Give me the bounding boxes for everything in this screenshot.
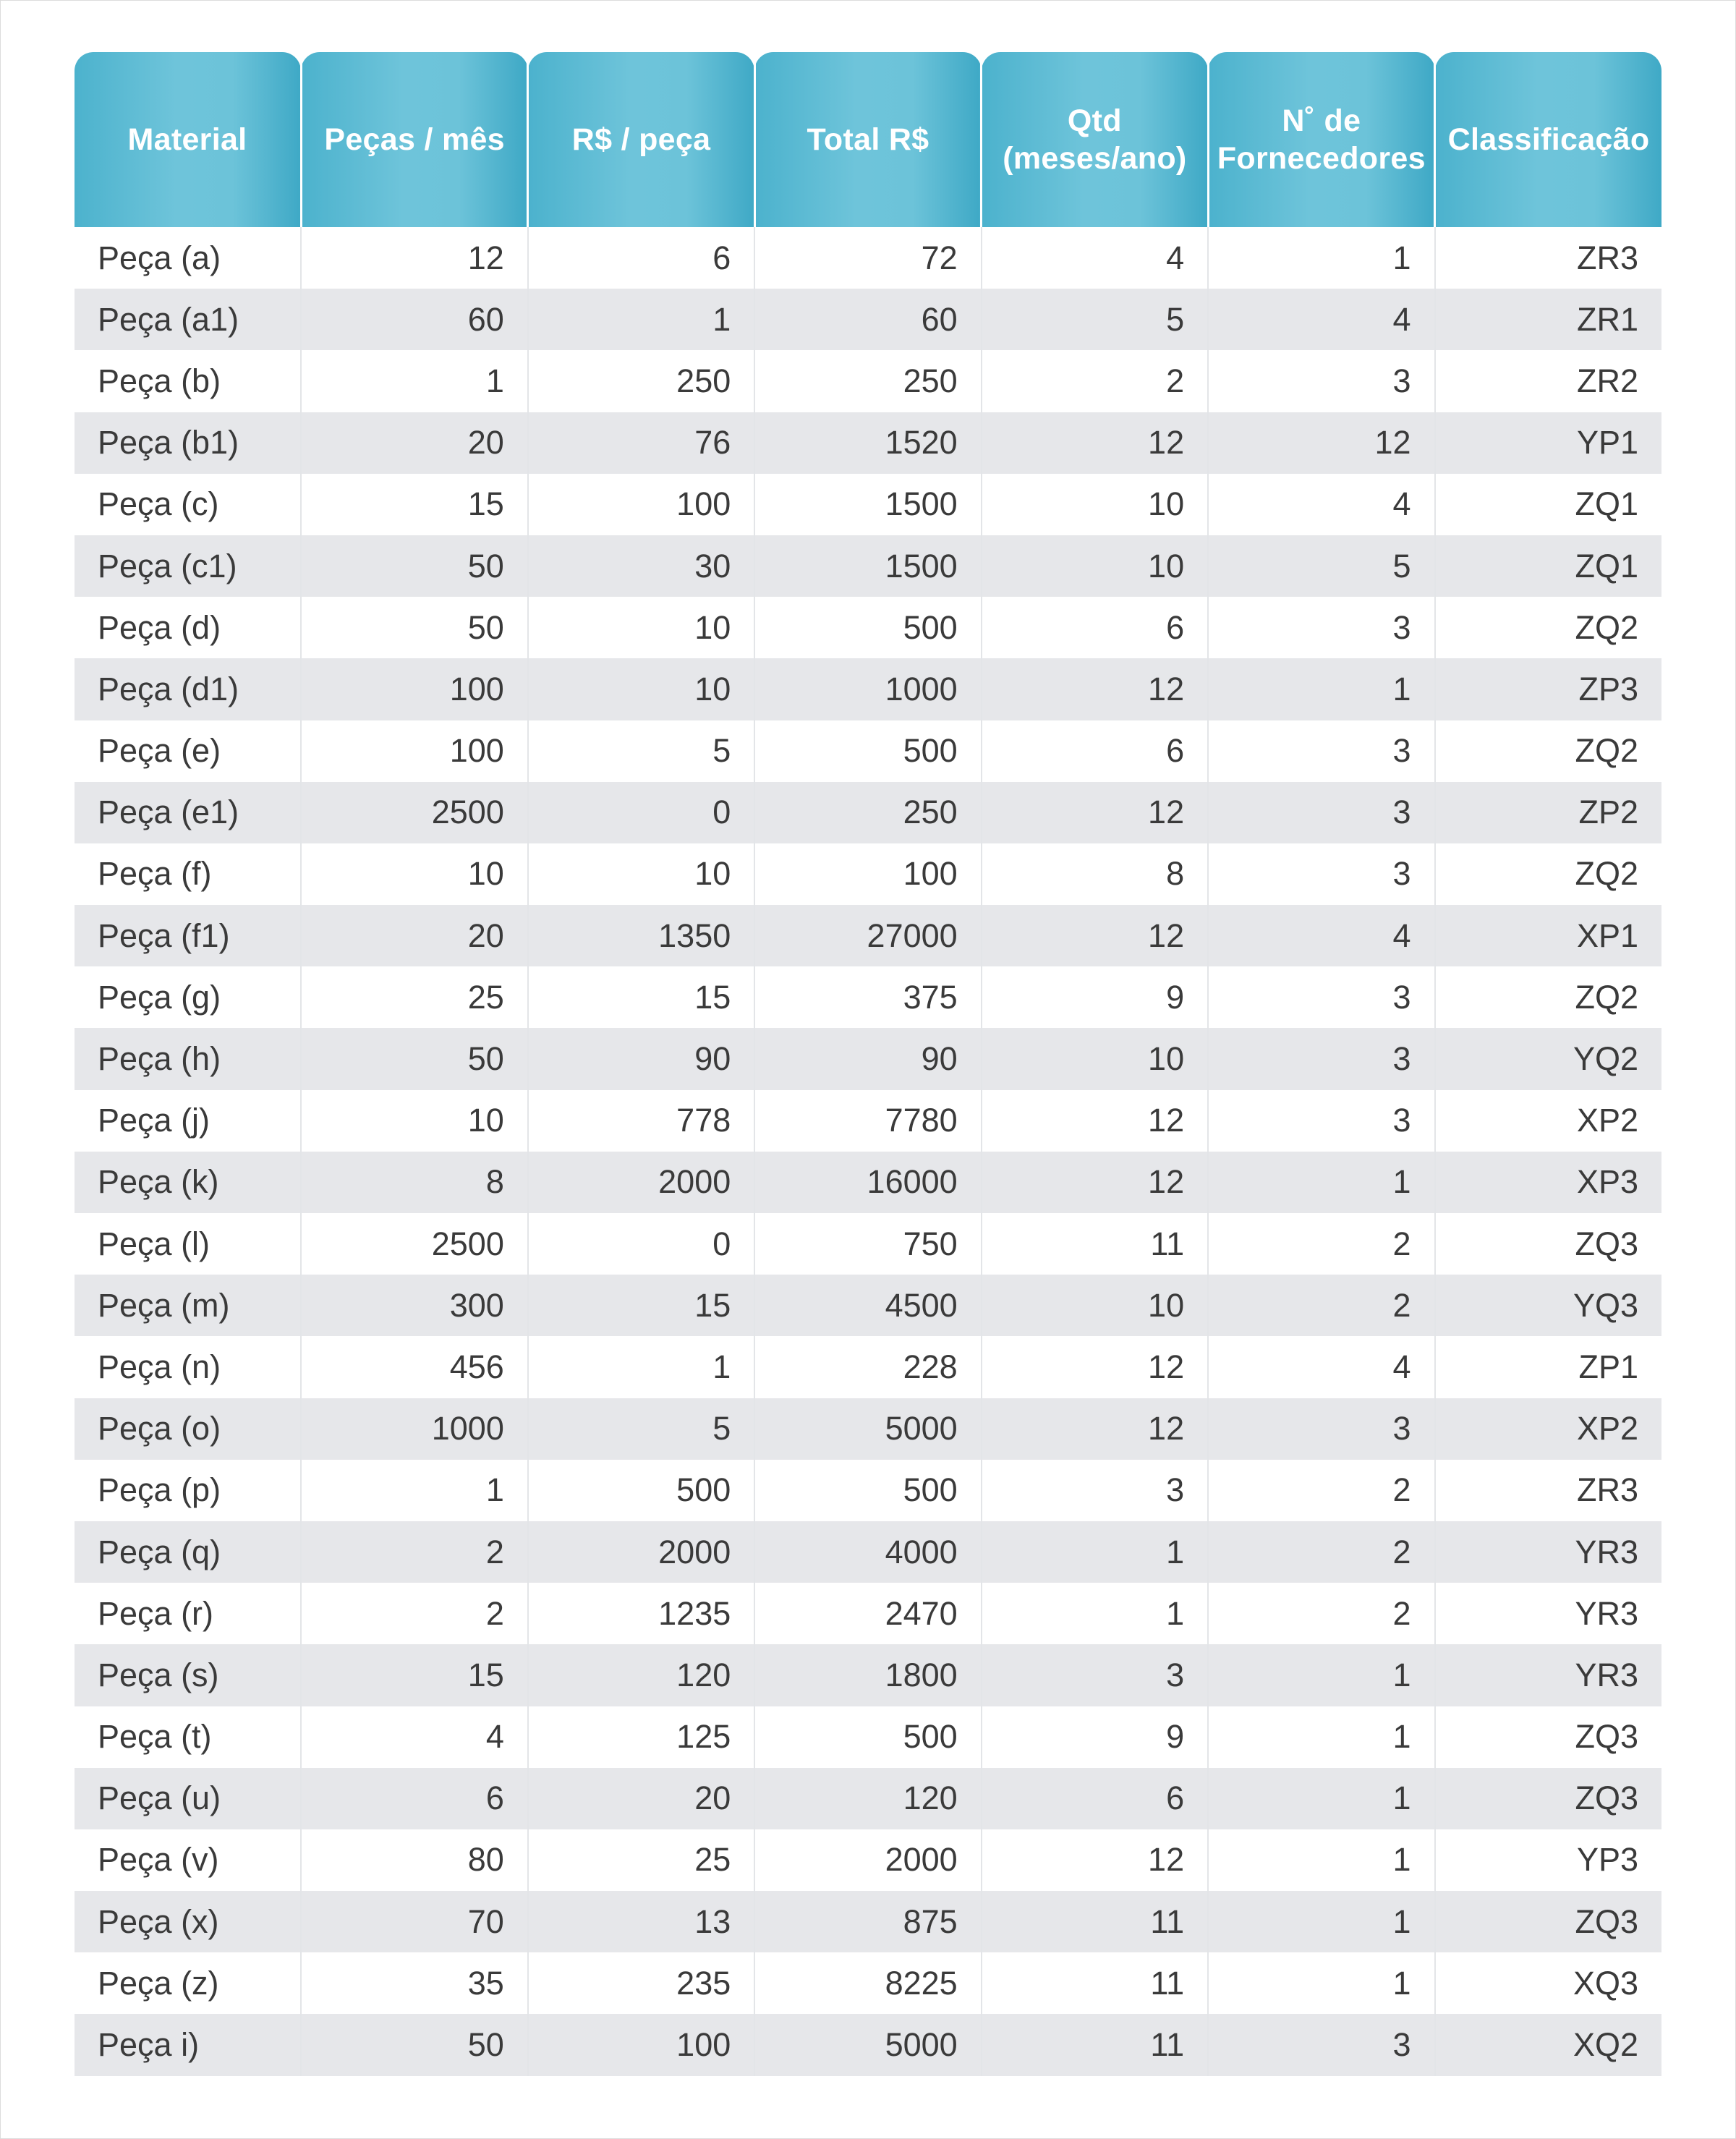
total-rs-cell: 100 (754, 843, 981, 905)
classificacao-cell: ZQ3 (1435, 1891, 1661, 1952)
qtd-meses-cell: 10 (982, 474, 1208, 535)
table-row (75, 1336, 1661, 1398)
fornecedores-cell: 1 (1208, 227, 1434, 289)
header-row (75, 52, 1661, 227)
classificacao-cell: YR3 (1435, 1644, 1661, 1706)
table-row (75, 720, 1661, 782)
rs-peca-cell: 5 (528, 1398, 754, 1460)
table-row (75, 597, 1661, 658)
classificacao-cell: XQ3 (1435, 1952, 1661, 2014)
qtd-meses-cell: 12 (982, 658, 1208, 720)
rs-peca-cell: 1350 (528, 905, 754, 966)
material-cell: Peça (z) (75, 1952, 301, 2014)
qtd-meses-cell: 12 (982, 1152, 1208, 1213)
total-rs-cell: 27000 (754, 905, 981, 966)
material-cell: Peça (n) (75, 1336, 301, 1398)
qtd-meses-cell: 1 (982, 1521, 1208, 1583)
rs-peca-cell: 6 (528, 227, 754, 289)
pecas-mes-cell: 10 (301, 1090, 527, 1152)
qtd-meses-cell: 12 (982, 412, 1208, 474)
classificacao-cell: YR3 (1435, 1583, 1661, 1644)
rs-peca-cell: 235 (528, 1952, 754, 2014)
classificacao-cell: ZR3 (1435, 1460, 1661, 1521)
rs-peca-cell: 5 (528, 720, 754, 782)
table-row (75, 1644, 1661, 1706)
header-material: Material (75, 52, 301, 227)
table-row (75, 658, 1661, 720)
pecas-mes-cell: 300 (301, 1275, 527, 1336)
fornecedores-cell: 3 (1208, 966, 1434, 1028)
table-row (75, 1028, 1661, 1089)
material-cell: Peça (u) (75, 1768, 301, 1829)
pecas-mes-cell: 70 (301, 1891, 527, 1952)
header-qtd-meses-ano: Qtd (meses/ano) (982, 52, 1208, 227)
table-row (75, 1152, 1661, 1213)
total-rs-cell: 1520 (754, 412, 981, 474)
classificacao-cell: ZR1 (1435, 289, 1661, 350)
total-rs-cell: 228 (754, 1336, 981, 1398)
material-cell: Peça (g) (75, 966, 301, 1028)
total-rs-cell: 4500 (754, 1275, 981, 1336)
qtd-meses-cell: 5 (982, 289, 1208, 350)
material-cell: Peça (o) (75, 1398, 301, 1460)
fornecedores-cell: 2 (1208, 1213, 1434, 1275)
total-rs-cell: 375 (754, 966, 981, 1028)
qtd-meses-cell: 10 (982, 1275, 1208, 1336)
material-cell: Peça (c) (75, 474, 301, 535)
qtd-meses-cell: 3 (982, 1644, 1208, 1706)
fornecedores-cell: 5 (1208, 535, 1434, 597)
rs-peca-cell: 100 (528, 474, 754, 535)
fornecedores-cell: 2 (1208, 1583, 1434, 1644)
table-row (75, 474, 1661, 535)
classificacao-cell: ZP3 (1435, 658, 1661, 720)
classificacao-cell: ZQ1 (1435, 535, 1661, 597)
material-cell: Peça (d1) (75, 658, 301, 720)
rs-peca-cell: 2000 (528, 1521, 754, 1583)
fornecedores-cell: 4 (1208, 474, 1434, 535)
material-cell: Peça (f) (75, 843, 301, 905)
rs-peca-cell: 778 (528, 1090, 754, 1152)
qtd-meses-cell: 10 (982, 1028, 1208, 1089)
qtd-meses-cell: 9 (982, 966, 1208, 1028)
classificacao-cell: YR3 (1435, 1521, 1661, 1583)
total-rs-cell: 16000 (754, 1152, 981, 1213)
table-row (75, 2014, 1661, 2075)
fornecedores-cell: 1 (1208, 1891, 1434, 1952)
fornecedores-cell: 3 (1208, 2014, 1434, 2075)
qtd-meses-cell: 9 (982, 1706, 1208, 1768)
classificacao-cell: ZQ3 (1435, 1768, 1661, 1829)
pecas-mes-cell: 80 (301, 1829, 527, 1891)
total-rs-cell: 2470 (754, 1583, 981, 1644)
qtd-meses-cell: 3 (982, 1460, 1208, 1521)
material-cell: Peça (r) (75, 1583, 301, 1644)
rs-peca-cell: 10 (528, 597, 754, 658)
classificacao-cell: ZR2 (1435, 350, 1661, 412)
fornecedores-cell: 1 (1208, 1952, 1434, 2014)
material-cell: Peça (v) (75, 1829, 301, 1891)
table-row (75, 535, 1661, 597)
material-cell: Peça (p) (75, 1460, 301, 1521)
classificacao-cell: ZP1 (1435, 1336, 1661, 1398)
classificacao-cell: ZQ3 (1435, 1213, 1661, 1275)
rs-peca-cell: 120 (528, 1644, 754, 1706)
qtd-meses-cell: 6 (982, 1768, 1208, 1829)
qtd-meses-cell: 4 (982, 227, 1208, 289)
qtd-meses-cell: 11 (982, 2014, 1208, 2075)
table-row (75, 1829, 1661, 1891)
fornecedores-cell: 1 (1208, 1706, 1434, 1768)
material-cell: Peça (x) (75, 1891, 301, 1952)
rs-peca-cell: 0 (528, 782, 754, 843)
rs-peca-cell: 10 (528, 843, 754, 905)
fornecedores-cell: 2 (1208, 1460, 1434, 1521)
material-cell: Peça (l) (75, 1213, 301, 1275)
table-row (75, 412, 1661, 474)
qtd-meses-cell: 11 (982, 1213, 1208, 1275)
total-rs-cell: 875 (754, 1891, 981, 1952)
material-cell: Peça i) (75, 2014, 301, 2075)
pecas-mes-cell: 50 (301, 1028, 527, 1089)
material-cell: Peça (q) (75, 1521, 301, 1583)
total-rs-cell: 90 (754, 1028, 981, 1089)
pecas-mes-cell: 60 (301, 289, 527, 350)
rs-peca-cell: 15 (528, 1275, 754, 1336)
classificacao-cell: YQ2 (1435, 1028, 1661, 1089)
table-row (75, 1090, 1661, 1152)
table-header (75, 52, 1661, 227)
pecas-mes-cell: 1 (301, 350, 527, 412)
material-cell: Peça (b1) (75, 412, 301, 474)
rs-peca-cell: 500 (528, 1460, 754, 1521)
pecas-mes-cell: 15 (301, 474, 527, 535)
table-row (75, 966, 1661, 1028)
header-pecas-mes: Peças / mês (301, 52, 527, 227)
classificacao-cell: ZR3 (1435, 227, 1661, 289)
pecas-mes-cell: 2500 (301, 782, 527, 843)
qtd-meses-cell: 2 (982, 350, 1208, 412)
material-cell: Peça (e) (75, 720, 301, 782)
table-row (75, 905, 1661, 966)
total-rs-cell: 500 (754, 597, 981, 658)
classificacao-cell: ZQ1 (1435, 474, 1661, 535)
pecas-mes-cell: 6 (301, 1768, 527, 1829)
material-cell: Peça (h) (75, 1028, 301, 1089)
total-rs-cell: 250 (754, 782, 981, 843)
table-body (75, 227, 1661, 2076)
fornecedores-cell: 3 (1208, 1398, 1434, 1460)
classificacao-cell: YQ3 (1435, 1275, 1661, 1336)
header-rs-peca: R$ / peça (528, 52, 754, 227)
classificacao-cell: ZP2 (1435, 782, 1661, 843)
classificacao-cell: YP1 (1435, 412, 1661, 474)
classificacao-cell: YP3 (1435, 1829, 1661, 1891)
fornecedores-cell: 1 (1208, 658, 1434, 720)
table-row (75, 350, 1661, 412)
material-cell: Peça (d) (75, 597, 301, 658)
header-classificacao: Classificação (1435, 52, 1661, 227)
table-row (75, 1952, 1661, 2014)
classificacao-cell: XP3 (1435, 1152, 1661, 1213)
total-rs-cell: 2000 (754, 1829, 981, 1891)
classificacao-cell: ZQ2 (1435, 966, 1661, 1028)
total-rs-cell: 60 (754, 289, 981, 350)
rs-peca-cell: 20 (528, 1768, 754, 1829)
classificacao-cell: ZQ2 (1435, 720, 1661, 782)
material-cell: Peça (k) (75, 1152, 301, 1213)
material-cell: Peça (s) (75, 1644, 301, 1706)
materials-table (75, 52, 1661, 2076)
fornecedores-cell: 4 (1208, 1336, 1434, 1398)
pecas-mes-cell: 50 (301, 2014, 527, 2075)
fornecedores-cell: 3 (1208, 782, 1434, 843)
header-total-rs: Total R$ (754, 52, 981, 227)
pecas-mes-cell: 1000 (301, 1398, 527, 1460)
classificacao-cell: XP2 (1435, 1398, 1661, 1460)
qtd-meses-cell: 1 (982, 1583, 1208, 1644)
pecas-mes-cell: 20 (301, 905, 527, 966)
pecas-mes-cell: 15 (301, 1644, 527, 1706)
qtd-meses-cell: 11 (982, 1952, 1208, 2014)
pecas-mes-cell: 35 (301, 1952, 527, 2014)
table-row (75, 843, 1661, 905)
rs-peca-cell: 1 (528, 289, 754, 350)
table-row (75, 1768, 1661, 1829)
header-num-fornecedores: N˚ de Fornecedores (1208, 52, 1434, 227)
fornecedores-cell: 3 (1208, 720, 1434, 782)
fornecedores-cell: 4 (1208, 289, 1434, 350)
rs-peca-cell: 13 (528, 1891, 754, 1952)
fornecedores-cell: 3 (1208, 597, 1434, 658)
material-cell: Peça (e1) (75, 782, 301, 843)
pecas-mes-cell: 100 (301, 658, 527, 720)
pecas-mes-cell: 20 (301, 412, 527, 474)
pecas-mes-cell: 25 (301, 966, 527, 1028)
classificacao-cell: XQ2 (1435, 2014, 1661, 2075)
fornecedores-cell: 3 (1208, 843, 1434, 905)
pecas-mes-cell: 10 (301, 843, 527, 905)
qtd-meses-cell: 11 (982, 1891, 1208, 1952)
table-row (75, 1213, 1661, 1275)
rs-peca-cell: 100 (528, 2014, 754, 2075)
rs-peca-cell: 15 (528, 966, 754, 1028)
qtd-meses-cell: 8 (982, 843, 1208, 905)
rs-peca-cell: 125 (528, 1706, 754, 1768)
rs-peca-cell: 10 (528, 658, 754, 720)
material-cell: Peça (a1) (75, 289, 301, 350)
fornecedores-cell: 1 (1208, 1829, 1434, 1891)
qtd-meses-cell: 12 (982, 1090, 1208, 1152)
rs-peca-cell: 2000 (528, 1152, 754, 1213)
table-row (75, 1521, 1661, 1583)
material-cell: Peça (t) (75, 1706, 301, 1768)
total-rs-cell: 5000 (754, 1398, 981, 1460)
pecas-mes-cell: 50 (301, 597, 527, 658)
material-cell: Peça (b) (75, 350, 301, 412)
total-rs-cell: 5000 (754, 2014, 981, 2075)
fornecedores-cell: 3 (1208, 1028, 1434, 1089)
total-rs-cell: 72 (754, 227, 981, 289)
total-rs-cell: 750 (754, 1213, 981, 1275)
qtd-meses-cell: 12 (982, 1829, 1208, 1891)
total-rs-cell: 1500 (754, 535, 981, 597)
rs-peca-cell: 30 (528, 535, 754, 597)
fornecedores-cell: 2 (1208, 1521, 1434, 1583)
qtd-meses-cell: 12 (982, 905, 1208, 966)
rs-peca-cell: 90 (528, 1028, 754, 1089)
fornecedores-cell: 1 (1208, 1768, 1434, 1829)
pecas-mes-cell: 456 (301, 1336, 527, 1398)
table-row (75, 1891, 1661, 1952)
classificacao-cell: XP1 (1435, 905, 1661, 966)
total-rs-cell: 250 (754, 350, 981, 412)
total-rs-cell: 8225 (754, 1952, 981, 2014)
qtd-meses-cell: 12 (982, 782, 1208, 843)
qtd-meses-cell: 10 (982, 535, 1208, 597)
table-row (75, 1460, 1661, 1521)
table-row (75, 1275, 1661, 1336)
pecas-mes-cell: 2 (301, 1583, 527, 1644)
material-cell: Peça (j) (75, 1090, 301, 1152)
fornecedores-cell: 4 (1208, 905, 1434, 966)
total-rs-cell: 4000 (754, 1521, 981, 1583)
table-row (75, 1583, 1661, 1644)
table-row (75, 1398, 1661, 1460)
fornecedores-cell: 1 (1208, 1644, 1434, 1706)
pecas-mes-cell: 1 (301, 1460, 527, 1521)
material-cell: Peça (m) (75, 1275, 301, 1336)
rs-peca-cell: 250 (528, 350, 754, 412)
table-row (75, 227, 1661, 289)
pecas-mes-cell: 50 (301, 535, 527, 597)
rs-peca-cell: 1 (528, 1336, 754, 1398)
total-rs-cell: 500 (754, 1706, 981, 1768)
classificacao-cell: ZQ2 (1435, 843, 1661, 905)
material-cell: Peça (f1) (75, 905, 301, 966)
material-cell: Peça (c1) (75, 535, 301, 597)
total-rs-cell: 500 (754, 1460, 981, 1521)
classificacao-cell: ZQ2 (1435, 597, 1661, 658)
total-rs-cell: 120 (754, 1768, 981, 1829)
fornecedores-cell: 3 (1208, 350, 1434, 412)
fornecedores-cell: 3 (1208, 1090, 1434, 1152)
qtd-meses-cell: 12 (982, 1336, 1208, 1398)
rs-peca-cell: 0 (528, 1213, 754, 1275)
rs-peca-cell: 25 (528, 1829, 754, 1891)
fornecedores-cell: 2 (1208, 1275, 1434, 1336)
fornecedores-cell: 1 (1208, 1152, 1434, 1213)
rs-peca-cell: 76 (528, 412, 754, 474)
pecas-mes-cell: 4 (301, 1706, 527, 1768)
total-rs-cell: 1800 (754, 1644, 981, 1706)
classificacao-cell: XP2 (1435, 1090, 1661, 1152)
table-row (75, 289, 1661, 350)
pecas-mes-cell: 2500 (301, 1213, 527, 1275)
rs-peca-cell: 1235 (528, 1583, 754, 1644)
pecas-mes-cell: 8 (301, 1152, 527, 1213)
fornecedores-cell: 12 (1208, 412, 1434, 474)
total-rs-cell: 1000 (754, 658, 981, 720)
total-rs-cell: 7780 (754, 1090, 981, 1152)
pecas-mes-cell: 2 (301, 1521, 527, 1583)
total-rs-cell: 500 (754, 720, 981, 782)
classificacao-cell: ZQ3 (1435, 1706, 1661, 1768)
pecas-mes-cell: 100 (301, 720, 527, 782)
total-rs-cell: 1500 (754, 474, 981, 535)
qtd-meses-cell: 12 (982, 1398, 1208, 1460)
table-row (75, 1706, 1661, 1768)
table-row (75, 782, 1661, 843)
qtd-meses-cell: 6 (982, 597, 1208, 658)
pecas-mes-cell: 12 (301, 227, 527, 289)
material-cell: Peça (a) (75, 227, 301, 289)
qtd-meses-cell: 6 (982, 720, 1208, 782)
table-container (75, 52, 1661, 2076)
